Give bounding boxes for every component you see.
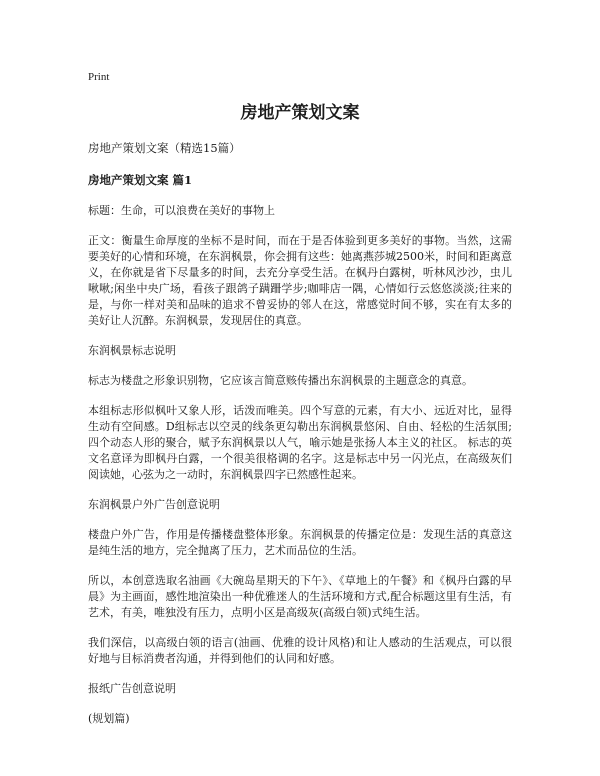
tagline: 标题：生命，可以浪费在美好的事物上 [88,204,275,217]
outdoor-paragraph-2: 所以，本创意选取名油画《大碗岛星期天的下午》、《草地上的午餐》和《枫丹白露的早晨》为主画面，感性地渲染出一种优雅迷人的生活环境和方式,配合标题这里有生活，有艺术，有美，唯独没有压力，点明小区是高级灰(高级白领)式纯生活。 [88,574,512,619]
print-link[interactable]: Print [88,71,110,83]
logo-paragraph-1: 标志为楼盘之形象识别物，它应该言简意赅传播出东润枫景的主题意念的真意。 [88,374,473,387]
section-heading: 房地产策划文案 篇1 [88,173,193,187]
logo-section-title: 东润枫景标志说明 [88,344,176,357]
document-subtitle: 房地产策划文案（精选15篇） [88,141,241,155]
newspaper-subtitle: (规划篇) [88,712,130,725]
document-title: 房地产策划文案 [240,103,360,123]
outdoor-paragraph-1: 楼盘户外广告，作用是传播楼盘整体形象。东润枫景的传播定位是：发现生活的真意这是纯生活的地方，完全抛离了压力，艺术而品位的生活。 [88,528,512,557]
logo-paragraph-2: 本组标志形似枫叶又象人形，话泼而唯美。四个写意的元素，有大小、远近对比，显得生动有空间感。D组标志以空灵的线条更勾勒出东润枫景悠闲、自由、轻松的生活氛围;四个动态人形的聚合，赋予东润枫景以人气，喻示她是张扬人本主义的社区。 标志的英文名意译为即枫丹白露，一个很美很格调的名字。这是标志中另一闪光点，在高级灰们阅读她，心弦为之一动时，东润枫景四字已然感性起来。 [88,404,512,481]
body-intro-paragraph: 正文：衡量生命厚度的坐标不是时间，而在于是否体验到更多美好的事物。当然，这需要美好的心情和环境，在东润枫景，你会拥有这些：她离燕莎城2500米，时间和距离意义，在你就是省下尽量多的时间，去充分享受生活。在枫丹白露树，听林风沙沙，虫儿啾啾;闲坐中央广场，看孩子跟鸽子蹒跚学步;咖啡店一隅，心情如行云悠悠淡淡;往来的是，与你一样对美和品味的追求不曾妥协的邻人在这，常感觉时间不够，实在有太多的美好让人沉醉。东润枫景，发现居住的真意。 [88,234,512,327]
document-page [88,70,512,741]
newspaper-section-title: 报纸广告创意说明 [88,682,176,695]
outdoor-section-title: 东润枫景户外广告创意说明 [88,498,220,511]
outdoor-paragraph-3: 我们深信，以高级白领的语言(油画、优雅的设计风格)和让人感动的生活观点，可以很好地与目标消费者沟通，并得到他们的认同和好感。 [88,636,512,665]
